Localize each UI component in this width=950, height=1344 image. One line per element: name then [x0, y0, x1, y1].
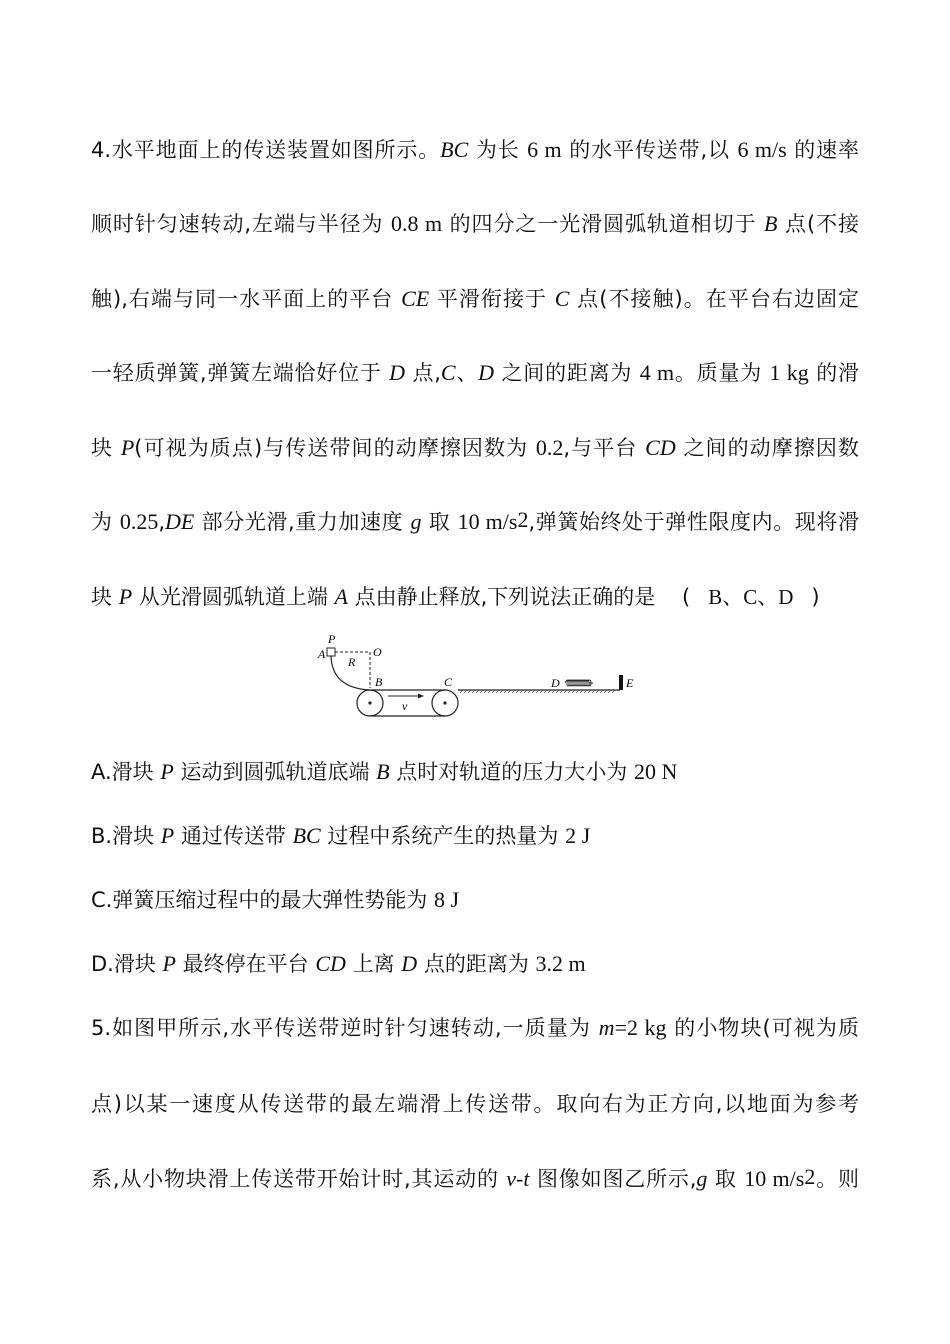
- q5-line-3: 系,从小物块滑上传送带开始计时,其运动的 v-t 图像如图乙所示,g 取 10 $m/s^2$。则: [91, 1164, 859, 1191]
- option-c: C.弹簧压缩过程中的最大弹性势能为 8 J: [91, 887, 460, 912]
- wall-e: [619, 675, 623, 690]
- label-r: R: [348, 655, 356, 669]
- answer-open-paren: (: [682, 585, 691, 609]
- q5-line-2: 点)以某一速度从传送带的最左端滑上传送带。取向右为正方向,以地面为参考: [91, 1092, 859, 1116]
- option-b: B.滑块 P 通过传送带 BC 过程中系统产生的热量为 2 J: [91, 823, 591, 848]
- label-p: P: [328, 632, 336, 646]
- option-d: D.滑块 P 最终停在平台 CD 上离 D 点的距离为 3.2 m: [91, 951, 586, 976]
- conveyor-figure: [300, 630, 645, 725]
- label-c: C: [444, 675, 453, 689]
- q4-line-2: 顺时针匀速转动,左端与半径为 0.8 m 的四分之一光滑圆弧轨道相切于 B 点(不接: [91, 211, 859, 236]
- label-v: v: [402, 699, 408, 713]
- q4-line-3: 触),右端与同一水平面上的平台 CE 平滑衔接于 C 点(不接触)。在平台右边固定: [91, 286, 860, 311]
- label-d: D: [551, 676, 560, 690]
- label-a: A: [318, 647, 326, 661]
- q4-line-1: 4.水平地面上的传送装置如图所示。BC 为长 6 m 的水平传送带,以 6 m/s 的速率: [91, 137, 859, 162]
- q5-line-1: 5.如图甲所示,水平传送带逆时针匀速转动,一质量为 m=2 kg 的小物块(可视为质: [91, 1015, 859, 1040]
- q4-line-5: 块 P(可视为质点)与传送带间的动摩擦因数为 0.2,与平台 CD 之间的动摩擦因数: [91, 435, 859, 460]
- label-o: O: [373, 645, 382, 659]
- spring: [565, 680, 593, 686]
- label-b: B: [375, 675, 383, 689]
- label-e: E: [626, 676, 634, 690]
- option-a: A.滑块 P 运动到圆弧轨道底端 B 点时对轨道的压力大小为 20 N: [91, 759, 678, 784]
- q4-line-4: 一轻质弹簧,弹簧左端恰好位于 D 点,C、D 之间的距离为 4 m。质量为 1 kg 的滑: [91, 360, 860, 385]
- q4-line-7: 块 P 从光滑圆弧轨道上端 A 点由静止释放,下列说法正确的是 ( B、C、D ): [91, 584, 820, 609]
- answer-value: B、C、D: [708, 585, 794, 609]
- answer-close-paren: ): [811, 585, 820, 609]
- block-p: [327, 648, 335, 656]
- q4-line-6: 为 0.25,DE 部分光滑,重力加速度 g 取 10 $m/s^2$,弹簧始终处于弹性限度内。现将滑: [91, 507, 859, 534]
